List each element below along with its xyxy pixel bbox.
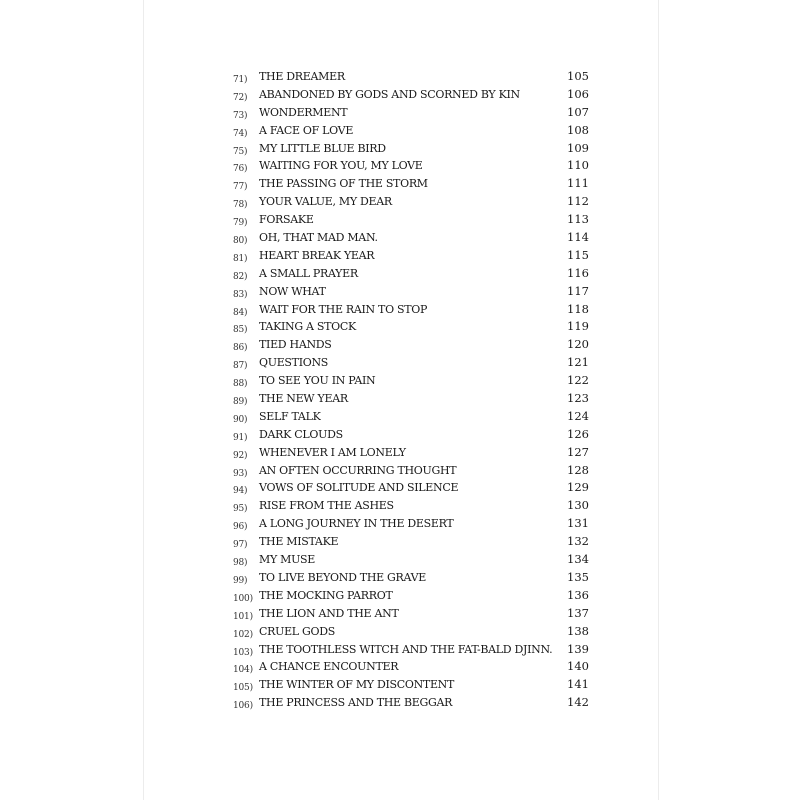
toc-entry-number: 85) — [233, 325, 248, 336]
toc-entry-number: 71) — [233, 75, 248, 85]
toc-entry-title: WAIT FOR THE RAIN TO STOP — [259, 302, 428, 316]
toc-entry — [233, 533, 593, 551]
toc-entry-title: WAITING FOR YOU, MY LOVE — [259, 159, 423, 173]
toc-entry — [233, 515, 593, 533]
toc-entry-title: FORSAKE — [259, 213, 314, 227]
toc-entry-title: HEART BREAK YEAR — [259, 248, 375, 262]
toc-entry-page-number: 111 — [567, 176, 589, 191]
toc-entry-number: 81) — [233, 253, 248, 264]
toc-entry-number: 90) — [233, 414, 248, 425]
toc-entry — [233, 68, 593, 86]
toc-entry — [233, 193, 593, 211]
toc-entry — [233, 354, 593, 372]
toc-entry — [233, 694, 593, 712]
toc-entry-number: 72) — [233, 92, 248, 103]
toc-entry — [233, 479, 593, 497]
toc-entry-title: A CHANCE ENCOUNTER — [259, 660, 399, 674]
toc-entry-number: 73) — [233, 110, 248, 121]
toc-entry-title: A SMALL PRAYER — [259, 266, 358, 280]
toc-entry — [233, 372, 593, 390]
toc-entry-title: OH, THAT MAD MAN. — [259, 231, 378, 245]
toc-entry-title: WONDERMENT — [259, 105, 348, 119]
toc-entry-number: 88) — [233, 379, 248, 390]
toc-entry — [233, 122, 593, 140]
toc-entry — [233, 229, 593, 247]
toc-entry-page-number: 140 — [567, 659, 589, 674]
toc-entry-page-number: 110 — [567, 158, 589, 173]
toc-entry-number: 102) — [233, 629, 253, 640]
toc-entry-title: A FACE OF LOVE — [259, 123, 354, 137]
toc-entry — [233, 301, 593, 319]
toc-entry-number: 84) — [233, 307, 248, 318]
toc-entry-page-number: 113 — [567, 212, 589, 227]
toc-entry-number: 100) — [233, 593, 253, 604]
toc-entry-title: MY MUSE — [259, 553, 316, 567]
toc-entry-page-number: 117 — [567, 283, 589, 298]
toc-entry-number: 86) — [233, 343, 248, 354]
toc-entry-page-number: 118 — [567, 301, 589, 316]
toc-entry-number: 78) — [233, 200, 248, 211]
toc-entry-number: 76) — [233, 164, 248, 175]
toc-entry-page-number: 134 — [567, 552, 589, 567]
toc-entry-number: 93) — [233, 468, 248, 479]
toc-entry — [233, 283, 593, 301]
toc-entry — [233, 86, 593, 104]
toc-entry-number: 101) — [233, 611, 253, 622]
toc-entry-page-number: 124 — [567, 408, 589, 423]
toc-entry-page-number: 122 — [567, 373, 589, 388]
toc-entry-page-number: 132 — [567, 534, 589, 549]
toc-entry — [233, 140, 593, 158]
toc-entry-title: THE NEW YEAR — [259, 392, 348, 406]
toc-entry — [233, 623, 593, 641]
toc-entry-title: THE TOOTHLESS WITCH AND THE FAT-BALD DJINN. — [259, 642, 553, 656]
toc-entry — [233, 390, 593, 408]
toc-entry-number: 75) — [233, 146, 248, 157]
toc-entry-page-number: 141 — [567, 677, 589, 692]
toc-entry-title: SELF TALK — [259, 409, 321, 423]
toc-entry-number: 104) — [233, 665, 253, 676]
toc-entry — [233, 676, 593, 694]
toc-entry — [233, 426, 593, 444]
toc-entry — [233, 497, 593, 515]
toc-entry — [233, 569, 593, 587]
toc-entry-page-number: 116 — [567, 265, 589, 280]
toc-entry-number: 97) — [233, 540, 248, 551]
toc-entry-number: 80) — [233, 236, 248, 247]
toc-entry-page-number: 123 — [567, 391, 589, 406]
toc-entry — [233, 211, 593, 229]
toc-entry-page-number: 131 — [567, 516, 589, 531]
toc-entry-title: QUESTIONS — [259, 356, 329, 370]
toc-entry-page-number: 109 — [567, 140, 589, 155]
toc-entry — [233, 587, 593, 605]
toc-entry-number: 82) — [233, 271, 248, 282]
toc-entry — [233, 408, 593, 426]
toc-entry-title: TAKING A STOCK — [259, 320, 356, 334]
toc-entry-number: 98) — [233, 558, 248, 569]
toc-entry-title: RISE FROM THE ASHES — [259, 499, 394, 513]
toc-entry-title: TO LIVE BEYOND THE GRAVE — [259, 570, 427, 584]
toc-entry-number: 106) — [233, 701, 253, 712]
toc-entry-title: CRUEL GODS — [259, 624, 335, 638]
toc-entry — [233, 462, 593, 480]
toc-entry-number: 79) — [233, 218, 248, 229]
toc-entry — [233, 605, 593, 623]
toc-entry-number: 95) — [233, 504, 248, 515]
toc-entry-title: THE LION AND THE ANT — [259, 606, 399, 620]
toc-entry-page-number: 114 — [567, 230, 589, 245]
toc-entry-page-number: 127 — [567, 444, 589, 459]
toc-entry — [233, 175, 593, 193]
toc-entry-page-number: 139 — [567, 641, 589, 656]
toc-entry-number: 87) — [233, 361, 248, 372]
toc-entry-page-number: 105 — [567, 69, 589, 83]
toc-entry-title: YOUR VALUE, MY DEAR — [259, 195, 392, 209]
toc-entry-number: 83) — [233, 289, 248, 300]
toc-entry-title: VOWS OF SOLITUDE AND SILENCE — [259, 481, 459, 495]
toc-entry-title: DARK CLOUDS — [259, 427, 343, 441]
toc-entry-number: 105) — [233, 683, 253, 694]
toc-entry-page-number: 108 — [567, 122, 589, 137]
toc-entry-page-number: 129 — [567, 480, 589, 495]
toc-entry-title: THE DREAMER — [259, 70, 345, 83]
toc-entry — [233, 336, 593, 354]
toc-entry-title: THE PASSING OF THE STORM — [259, 177, 428, 191]
toc-entry — [233, 247, 593, 265]
toc-entry-number: 103) — [233, 647, 253, 658]
table-of-contents — [233, 68, 593, 712]
toc-entry — [233, 318, 593, 336]
toc-entry-page-number: 107 — [567, 104, 589, 119]
toc-entry-title: A LONG JOURNEY IN THE DESERT — [259, 517, 454, 531]
toc-entry-title: NOW WHAT — [259, 284, 326, 298]
toc-entry-page-number: 120 — [567, 337, 589, 352]
toc-entry — [233, 104, 593, 122]
toc-entry-title: TIED HANDS — [259, 338, 332, 352]
toc-entry-number: 94) — [233, 486, 248, 497]
toc-entry-number: 74) — [233, 128, 248, 139]
toc-entry-page-number: 136 — [567, 587, 589, 602]
toc-entry-number: 91) — [233, 432, 248, 443]
toc-entry-number: 96) — [233, 522, 248, 533]
toc-entry-number: 77) — [233, 182, 248, 193]
toc-entry-page-number: 115 — [567, 247, 589, 262]
toc-entry — [233, 658, 593, 676]
toc-entry-page-number: 119 — [567, 319, 589, 334]
toc-entry-page-number: 106 — [567, 86, 589, 101]
toc-entry — [233, 444, 593, 462]
toc-entry-page-number: 130 — [567, 498, 589, 513]
toc-entry-page-number: 138 — [567, 623, 589, 638]
toc-entry-number: 99) — [233, 575, 248, 586]
toc-entry-page-number: 142 — [567, 695, 589, 710]
toc-entry-title: WHENEVER I AM LONELY — [259, 445, 406, 459]
toc-entry-number: 89) — [233, 397, 248, 408]
toc-entry-number: 92) — [233, 450, 248, 461]
toc-entry-title: TO SEE YOU IN PAIN — [259, 374, 376, 388]
toc-entry-title: ABANDONED BY GODS AND SCORNED BY KIN — [259, 87, 520, 101]
toc-entry-page-number: 112 — [567, 194, 589, 209]
toc-entry-page-number: 135 — [567, 569, 589, 584]
toc-entry — [233, 641, 593, 659]
toc-entry-page-number: 137 — [567, 605, 589, 620]
toc-entry — [233, 157, 593, 175]
toc-entry-page-number: 126 — [567, 426, 589, 441]
toc-entry — [233, 265, 593, 283]
toc-entry-page-number: 121 — [567, 355, 589, 370]
toc-entry-title: THE WINTER OF MY DISCONTENT — [259, 678, 455, 692]
toc-entry-title: THE MOCKING PARROT — [259, 588, 393, 602]
toc-entry — [233, 551, 593, 569]
toc-entry-title: AN OFTEN OCCURRING THOUGHT — [259, 463, 457, 477]
toc-entry-title: THE PRINCESS AND THE BEGGAR — [259, 696, 453, 710]
toc-entry-title: THE MISTAKE — [259, 535, 339, 549]
toc-entry-page-number: 128 — [567, 462, 589, 477]
toc-entry-title: MY LITTLE BLUE BIRD — [259, 141, 386, 155]
